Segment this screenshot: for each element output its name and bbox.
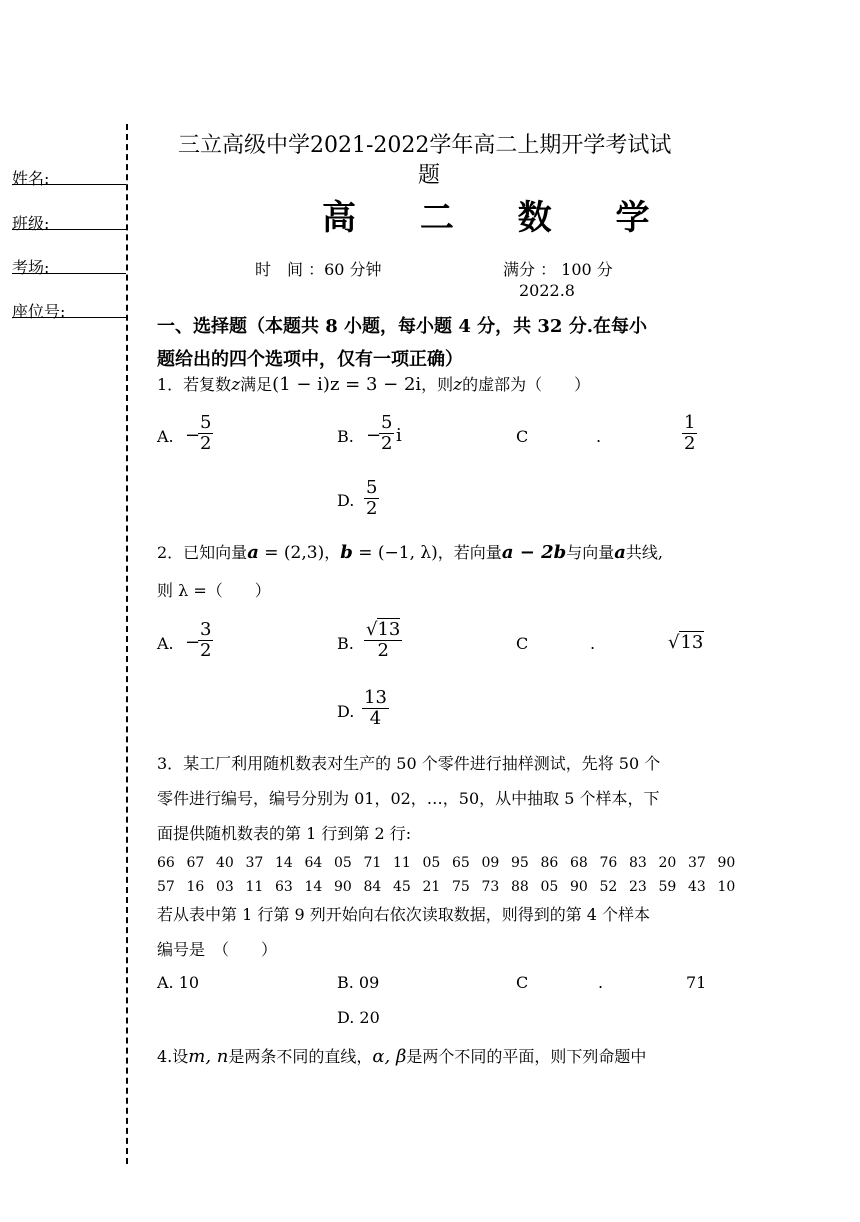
class-label: 班级: [12, 214, 50, 233]
question-3-line4: 若从表中第 1 行第 9 列开始向右依次读取数据，则得到的第 4 个样本 [157, 905, 651, 924]
table-cell: 05 [334, 855, 352, 871]
random-table-row-1 [157, 855, 747, 871]
table-cell: 14 [275, 855, 293, 871]
table-cell: 59 [658, 879, 677, 895]
table-cell: 88 [511, 879, 529, 895]
question-3-line5: 编号是 （ ） [157, 940, 278, 959]
table-cell: 09 [481, 855, 500, 871]
table-cell: 11 [393, 855, 411, 871]
q1-option-b-label: B. [337, 427, 354, 446]
seat-number-field[interactable] [12, 317, 126, 318]
random-table-row-2 [157, 879, 747, 895]
class-field[interactable] [12, 229, 126, 230]
q2-option-b-fraction: $\frac{√13}{2}$ [366, 619, 401, 661]
table-cell: 66 [157, 855, 175, 871]
q2-option-a-minus: − [185, 632, 201, 653]
table-cell: 64 [304, 855, 323, 871]
exam-date: 2022.8 [519, 281, 575, 300]
table-cell: 23 [629, 879, 647, 895]
table-cell: 52 [599, 879, 618, 895]
table-cell: 90 [570, 879, 588, 895]
q1-option-d-label: D. [337, 491, 355, 510]
exam-title-line1: 三立高级中学2021-2022学年高二上期开学考试试 [178, 133, 672, 158]
table-cell: 40 [216, 855, 234, 871]
table-cell: 14 [304, 879, 323, 895]
table-cell: 73 [481, 879, 500, 895]
question-4-stem: 4.设m, n是两条不同的直线，α, β是两个不同的平面，则下列命题中 [157, 1046, 647, 1067]
q1-option-a-minus: − [185, 425, 201, 446]
name-label: 姓名: [12, 169, 50, 188]
q3-option-a: A. 10 [157, 973, 200, 992]
q1-option-d-fraction: $\frac{5}{2}$ [366, 477, 378, 519]
table-cell: 90 [334, 879, 352, 895]
table-cell: 21 [422, 879, 441, 895]
table-cell: 03 [216, 879, 234, 895]
table-cell: 05 [422, 855, 441, 871]
q2-option-a-label: A. [157, 634, 174, 653]
q1-option-c-dot: . [596, 427, 602, 446]
question-2-stem-line2: 则 λ =（ ） [157, 581, 271, 600]
q2-option-c-sqrt: √13 [668, 632, 704, 653]
q1-option-b-minus: − [366, 425, 382, 446]
q1-option-a-fraction: $\frac{5}{2}$ [200, 412, 212, 454]
table-cell: 95 [511, 855, 529, 871]
table-cell: 10 [717, 879, 736, 895]
q3-option-b: B. 09 [337, 973, 380, 992]
table-cell: 76 [599, 855, 618, 871]
table-cell: 83 [629, 855, 647, 871]
q3-option-c-dot: . [598, 973, 604, 992]
q1-option-b-imaginary: i [396, 425, 402, 446]
table-cell: 90 [717, 855, 736, 871]
full-score: 满分 ： 100 分 [503, 260, 613, 279]
table-cell: 68 [570, 855, 588, 871]
q2-option-b-label: B. [337, 634, 354, 653]
exam-time: 时 间 ：60 分钟 [255, 260, 382, 279]
section-title-line2: 题给出的四个选项中，仅有一项正确） [157, 349, 463, 370]
table-cell: 63 [275, 879, 293, 895]
table-cell: 75 [452, 879, 470, 895]
q3-option-c-value: 71 [686, 973, 707, 992]
q2-option-d-label: D. [337, 702, 355, 721]
q2-option-d-fraction: $\frac{13}{4}$ [364, 687, 387, 729]
section-title-line1: 一、选择题（本题共 8 小题，每小题 4 分，共 32 分.在每小 [157, 316, 647, 337]
table-cell: 65 [452, 855, 470, 871]
table-cell: 86 [540, 855, 559, 871]
table-cell: 57 [157, 879, 175, 895]
q2-option-a-fraction: $\frac{3}{2}$ [200, 619, 212, 661]
name-field[interactable] [12, 184, 126, 185]
question-2-stem-line1: 2．已知向量a = (2,3)，b = (−1, λ)，若向量a − 2b与向量a共线, [157, 542, 663, 563]
q2-option-c-label: C [516, 634, 529, 653]
q3-option-d: D. 20 [337, 1008, 380, 1027]
subject-title: 高 二 数 学 [322, 198, 676, 238]
question-3-line3: 面提供随机数表的第 1 行到第 2 行: [157, 824, 412, 843]
table-cell: 20 [658, 855, 677, 871]
table-cell: 05 [540, 879, 559, 895]
question-3-line1: 3．某工厂利用随机数表对生产的 50 个零件进行抽样测试，先将 50 个 [157, 754, 661, 773]
table-cell: 45 [393, 879, 411, 895]
question-3-line2: 零件进行编号，编号分别为 01，02，…，50，从中抽取 5 个样本，下 [157, 789, 660, 808]
exam-room-field[interactable] [12, 273, 126, 274]
q2-option-c-dot: . [590, 634, 596, 653]
exam-room-label: 考场: [12, 258, 50, 277]
table-cell: 71 [363, 855, 382, 871]
q1-option-c-label: C [516, 427, 529, 446]
exam-title-line2: 题 [418, 163, 441, 188]
q1-option-a-label: A. [157, 427, 174, 446]
table-cell: 16 [186, 879, 205, 895]
table-cell: 37 [245, 855, 264, 871]
table-cell: 84 [363, 879, 382, 895]
table-cell: 67 [186, 855, 205, 871]
binding-dashed-line [126, 124, 128, 1164]
table-cell: 37 [688, 855, 706, 871]
q3-option-c-label: C [516, 973, 529, 992]
table-cell: 43 [688, 879, 706, 895]
question-1-stem: 1．若复数z满足(1 − i)z = 3 − 2i，则z的虚部为（ ） [157, 374, 591, 395]
seat-number-label: 座位号: [12, 302, 66, 321]
table-cell: 11 [245, 879, 264, 895]
q1-option-b-fraction: $\frac{5}{2}$ [381, 412, 393, 454]
q1-option-c-fraction: $\frac{1}{2}$ [684, 412, 696, 454]
